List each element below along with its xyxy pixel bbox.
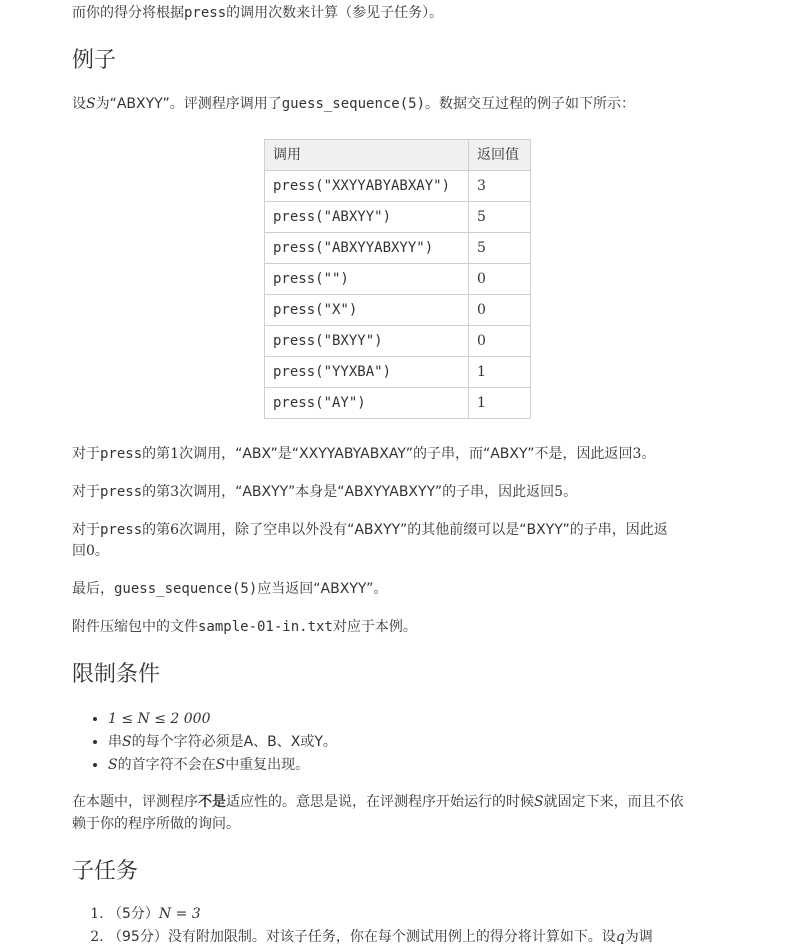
- number: 6: [170, 522, 180, 538]
- number: 3: [632, 446, 642, 462]
- return-cell: 0: [469, 295, 531, 326]
- text: 最后，: [72, 581, 114, 597]
- example-lead: [72, 94, 732, 115]
- text: 回: [72, 543, 86, 559]
- table-row: [265, 171, 531, 202]
- text: 中重复出现。: [225, 757, 310, 773]
- header-call: 调用: [265, 140, 469, 171]
- note-call-6: [72, 520, 732, 562]
- inline-code: press: [100, 484, 143, 500]
- text: 次调用，除了空串以外没有“ABXYY”的其他前缀可以是“BXYY”的子串，因此返: [179, 522, 668, 538]
- intro-text: 而你的得分将根据: [72, 5, 184, 21]
- math-q: q: [615, 929, 625, 945]
- text: 对于: [72, 446, 100, 462]
- text: 为“ABXYY”。评测程序调用了: [95, 96, 282, 112]
- text: 对于: [72, 484, 100, 500]
- text: 的首字符不会在: [117, 757, 216, 773]
- text: 。数据交互过程的例子如下所示：: [425, 96, 636, 112]
- intro-paragraph: [72, 3, 732, 24]
- number: 5: [554, 484, 564, 500]
- text: 的每个字符必须是A、B、X或Y。: [131, 734, 337, 750]
- inline-code: sample-01-in.txt: [198, 619, 333, 635]
- list-item: [108, 754, 748, 777]
- text: 的第: [142, 484, 171, 500]
- return-cell: 5: [469, 202, 531, 233]
- text: 。: [563, 484, 578, 500]
- number: 3: [170, 484, 180, 500]
- text: 串: [108, 734, 122, 750]
- text: 。: [641, 446, 656, 462]
- text: 次调用，“ABXYY”本身是“ABXYYABXYY”的子串，因此返回: [179, 484, 555, 500]
- list-item: [108, 708, 748, 731]
- math-S: S: [122, 734, 132, 750]
- number: 0: [86, 543, 95, 559]
- number: 1: [170, 446, 180, 462]
- table-row: [265, 326, 531, 357]
- note-call-1: [72, 444, 732, 465]
- table-row: [265, 388, 531, 419]
- return-cell: 1: [469, 388, 531, 419]
- text: 的第: [142, 446, 171, 462]
- text: 次调用，“ABX”是“XXYYABYABXAY”的子串，而“ABXY”不是，因此返回: [179, 446, 633, 462]
- text: 为调: [624, 929, 653, 945]
- interaction-table: [264, 139, 531, 419]
- return-cell: 0: [469, 264, 531, 295]
- call-cell: press(""): [265, 264, 469, 295]
- return-cell: 3: [469, 171, 531, 202]
- call-cell: press("ABXYY"): [265, 202, 469, 233]
- text: 适应性的。意思是说，在评测程序开始运行的时候: [226, 794, 534, 810]
- text: 对于: [72, 522, 100, 538]
- return-cell: 1: [469, 357, 531, 388]
- text: （95分）没有附加限制。对该子任务，你在每个测试用例上的得分将计算如下。设: [108, 929, 616, 945]
- math-S: S: [215, 757, 226, 773]
- list-item: [108, 903, 748, 926]
- text: 赖于你的程序所做的询问。: [72, 816, 240, 832]
- section-heading-example: 例子: [72, 48, 117, 73]
- table-row: [265, 295, 531, 326]
- inline-code: guess_sequence(5): [114, 581, 258, 597]
- text: 应当返回“ABXYY”。: [257, 581, 388, 597]
- section-heading-subtasks: 子任务: [72, 859, 139, 884]
- call-cell: press("X"): [265, 295, 469, 326]
- note-final: [72, 579, 732, 600]
- call-cell: press("XXYYABYABXAY"): [265, 171, 469, 202]
- call-cell: press("BXYY"): [265, 326, 469, 357]
- text: 设: [72, 96, 86, 112]
- text: 的第: [142, 522, 171, 538]
- table-row: [265, 357, 531, 388]
- return-cell: 5: [469, 233, 531, 264]
- math-S: S: [86, 96, 96, 112]
- inline-code: press: [100, 446, 143, 462]
- table-row: [265, 264, 531, 295]
- text: 附件压缩包中的文件: [72, 619, 198, 635]
- section-heading-constraints: 限制条件: [72, 662, 161, 687]
- math-constraint: N = 3: [158, 906, 201, 922]
- text: （5分）: [108, 906, 159, 922]
- call-cell: press("AY"): [265, 388, 469, 419]
- inline-code: press: [184, 5, 227, 21]
- list-item: [108, 926, 748, 949]
- table-row: [265, 202, 531, 233]
- inline-code: press: [100, 522, 143, 538]
- subtasks-list: [72, 903, 748, 949]
- list-item: [108, 731, 748, 754]
- note-sample-file: [72, 617, 732, 638]
- header-return: 返回值: [469, 140, 531, 171]
- math-S: S: [108, 757, 118, 773]
- adaptive-paragraph: [72, 791, 732, 835]
- text: 在本题中，评测程序: [72, 794, 198, 810]
- note-call-3: [72, 482, 732, 503]
- bold-text: 不是: [198, 794, 226, 810]
- text: 对应于本例。: [332, 619, 417, 635]
- return-cell: 0: [469, 326, 531, 357]
- table-header-row: [265, 140, 531, 171]
- intro-text: 的调用次数来计算（参见子任务）。: [226, 5, 444, 21]
- table-row: [265, 233, 531, 264]
- text: 就固定下来，而且不依: [543, 794, 684, 810]
- text: 。: [94, 543, 109, 559]
- math-constraint: 1 ≤ N ≤ 2 000: [108, 711, 211, 727]
- constraints-list: [72, 708, 748, 777]
- math-S: S: [534, 794, 544, 810]
- inline-code: guess_sequence(5): [281, 96, 426, 112]
- call-cell: press("YYXBA"): [265, 357, 469, 388]
- call-cell: press("ABXYYABXYY"): [265, 233, 469, 264]
